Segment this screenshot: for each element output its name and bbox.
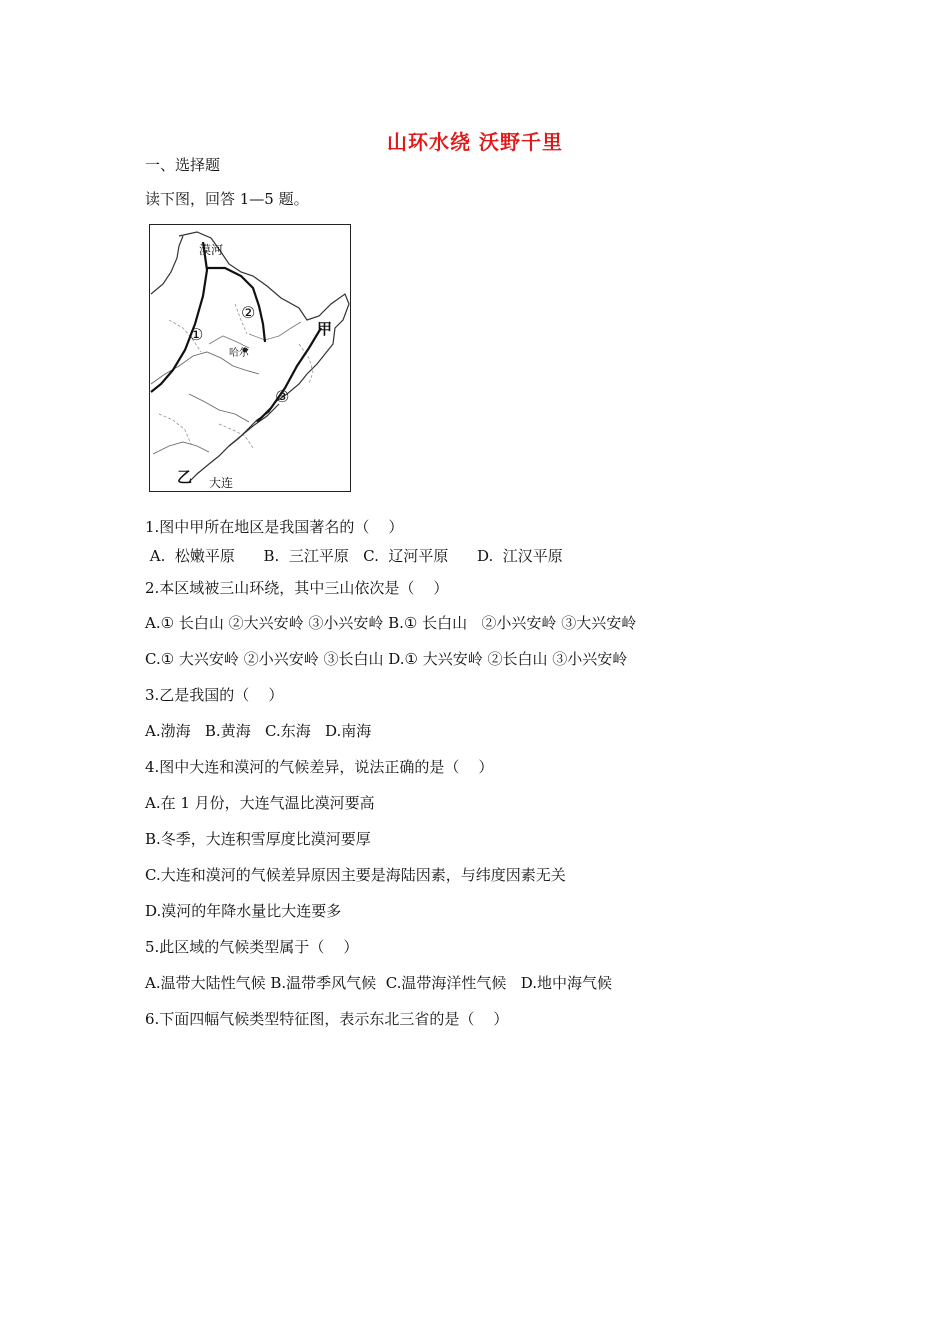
question-4-option-b: B.冬季，大连积雪厚度比漠河要厚 <box>145 830 371 848</box>
question-1: 1.图中甲所在地区是我国著名的（ ） <box>145 518 404 536</box>
question-4-option-a: A.在 1 月份，大连气温比漠河要高 <box>145 794 375 812</box>
label-mohe: 漠河 <box>199 243 224 257</box>
question-3: 3.乙是我国的（ ） <box>145 686 284 704</box>
label-range-1: ① <box>189 325 204 344</box>
question-2-options-ab: A.① 长白山 ②大兴安岭 ③小兴安岭 B.① 长白山 ②小兴安岭 ③大兴安岭 <box>145 614 637 632</box>
question-5: 5.此区域的气候类型属于（ ） <box>145 938 359 956</box>
northeast-china-map <box>149 224 351 492</box>
question-1-options: A. 松嫩平原 B. 三江平原 C. 辽河平原 D. 江汉平原 <box>145 547 563 565</box>
question-4: 4.图中大连和漠河的气候差异，说法正确的是（ ） <box>145 758 494 776</box>
map-graphic <box>149 224 351 492</box>
label-jia: 甲 <box>317 320 333 338</box>
label-range-2: ② <box>241 303 256 322</box>
intro-text: 读下图，回答 1—5 题。 <box>145 190 309 208</box>
question-2-options-cd: C.① 大兴安岭 ②小兴安岭 ③长白山 D.① 大兴安岭 ②长白山 ③小兴安岭 <box>145 650 628 668</box>
question-2: 2.本区域被三山环绕，其中三山依次是（ ） <box>145 579 449 597</box>
label-harbin: 哈尔 <box>229 348 249 359</box>
page-title: 山环水绕 沃野千里 <box>387 130 563 154</box>
question-3-options: A.渤海 B.黄海 C.东海 D.南海 <box>145 722 372 740</box>
label-dalian: 大连 <box>209 476 234 490</box>
question-4-option-c: C.大连和漠河的气候差异原因主要是海陆因素，与纬度因素无关 <box>145 866 566 884</box>
label-range-3: ③ <box>275 387 290 406</box>
question-5-options: A.温带大陆性气候 B.温带季风气候 C.温带海洋性气候 D.地中海气候 <box>145 974 612 992</box>
question-4-option-d: D.漠河的年降水量比大连要多 <box>145 902 342 920</box>
question-6: 6.下面四幅气候类型特征图，表示东北三省的是（ ） <box>145 1010 509 1028</box>
label-yi: 乙 <box>177 468 193 486</box>
section-heading: 一、选择题 <box>145 156 221 174</box>
